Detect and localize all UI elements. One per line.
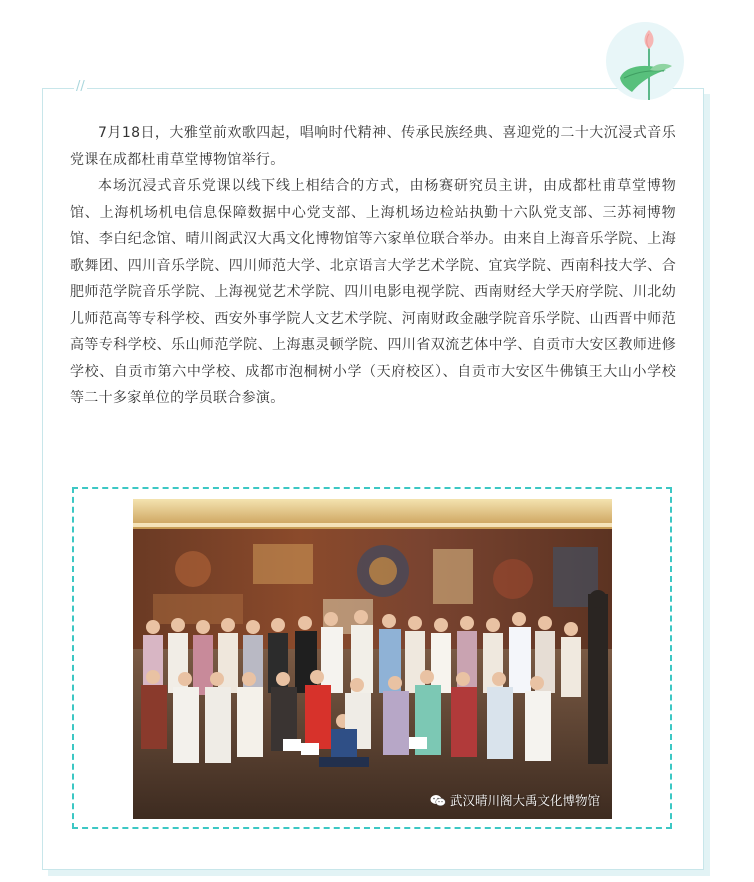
lotus-decoration <box>606 22 684 100</box>
paragraph-1: 7月18日，大雅堂前欢歌四起，唱响时代精神、传承民族经典、喜迎党的二十大沉浸式音乐党课在成都杜甫草堂博物馆举行。 <box>70 125 676 168</box>
watermark-text: 武汉晴川阁大禹文化博物馆 <box>449 793 600 808</box>
article-body <box>70 120 676 412</box>
wechat-icon <box>430 794 446 807</box>
photo-watermark <box>430 791 600 809</box>
group-photo <box>133 499 612 819</box>
paragraph-2: 本场沉浸式音乐党课以线下线上相结合的方式，由杨赛研究员主讲，由成都杜甫草堂博物馆、上海机场机电信息保障数据中心党支部、上海机场边检站执勤十六队党支部、三苏祠博物馆、李白纪念馆、晴川阁武汉大禹文化博物馆等六家单位联合举办。由来自上海音乐学院、上海歌舞团、四川音乐学院、四川师范大学、北京语言大学艺术学院、宜宾学院、西南科技大学、合肥师范学院音乐学院、上海视觉艺术学院、四川电影电视学院、西南财经大学天府学院、川北幼儿师范高等专科学校、西安外事学院人文艺术学院、河南财政金融学院音乐学院、山西晋中师范高等专科学校、乐山师范学院、上海惠灵顿学院、四川省双流艺体中学、自贡市大安区教师进修学校、自贡市第六中学校、成都市泡桐树小学（天府校区）、自贡市大安区牛佛镇王大山小学校等二十多家单位的学员联合参演。 <box>70 178 676 406</box>
group-photo-illustration <box>133 499 612 819</box>
decor-slashes: // <box>76 79 85 94</box>
lotus-icon <box>606 22 684 100</box>
